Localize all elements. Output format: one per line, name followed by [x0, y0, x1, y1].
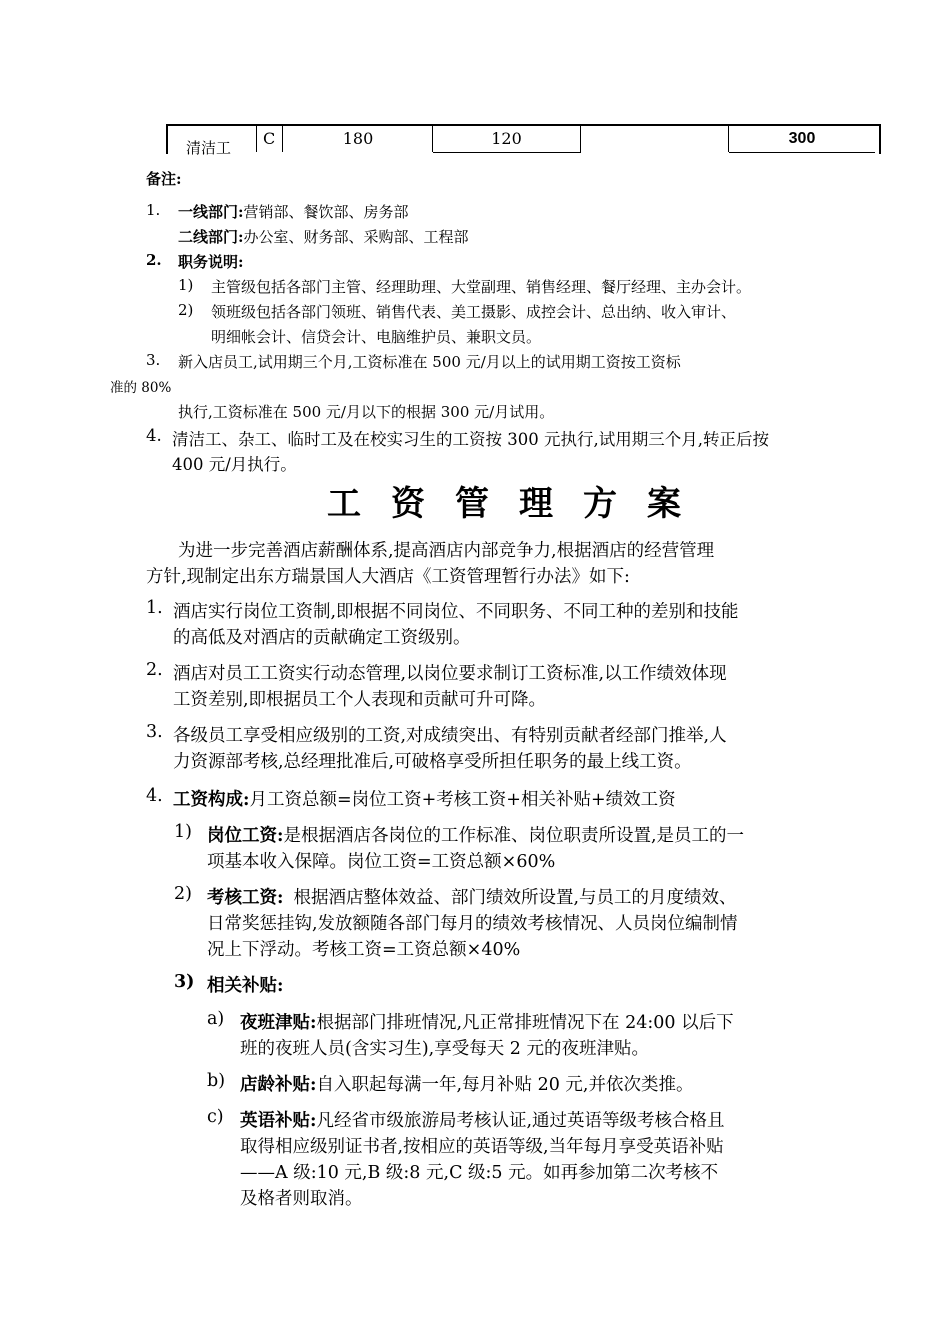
table-cell-total: 300: [729, 126, 875, 153]
item-2-number: 2.: [146, 660, 163, 680]
note-2-2-line2: 明细帐会计、信贷会计、电脑维护员、兼职文员。: [211, 328, 542, 346]
note-2-2-line1: 领班级包括各部门领班、销售代表、美工摄影、成控会计、总出纳、收入审计、: [211, 303, 737, 321]
item-3-line2: 力资源部考核,总经理批准后,可破格享受所担任职务的最上线工资。: [173, 752, 692, 772]
sub-3-label: 相关补贴:: [207, 976, 284, 996]
table-cell-v1: 180: [284, 126, 433, 152]
note-2-number: 2.: [146, 251, 162, 269]
sub-2-line1: 考核工资: 根据酒店整体效益、部门绩效所设置,与员工的月度绩效、: [207, 888, 737, 908]
allowance-c-line2: 取得相应级别证书者,按相应的英语等级,当年每月享受英语补贴: [240, 1137, 724, 1157]
allowance-c-number: c): [207, 1107, 224, 1127]
item-4: 工资构成:月工资总额=岗位工资+考核工资+相关补贴+绩效工资: [173, 790, 676, 810]
item-1-line1: 酒店实行岗位工资制,即根据不同岗位、不同职务、不同工种的差别和技能: [173, 602, 739, 622]
item-3-line1: 各级员工享受相应级别的工资,对成绩突出、有特别贡献者经部门推举,人: [173, 726, 727, 746]
table-cell-v2: 120: [433, 126, 581, 153]
sub-1-line2: 项基本收入保障。岗位工资=工资总额×60%: [207, 852, 556, 872]
sub-3-number: 3): [174, 972, 195, 992]
note-3-line3: 执行,工资标准在 500 元/月以下的根据 300 元/月试用。: [178, 403, 555, 421]
salary-table-row: [166, 124, 881, 157]
allowance-c-line1: 英语补贴:凡经省市级旅游局考核认证,通过英语等级考核合格且: [240, 1111, 725, 1131]
sub-1-line1: 岗位工资:是根据酒店各岗位的工作标准、岗位职责所设置,是员工的一: [207, 826, 745, 846]
item-4-number: 4.: [146, 786, 163, 806]
item-3-number: 3.: [146, 722, 163, 742]
note-2-1: 主管级包括各部门主管、经理助理、大堂副理、销售经理、餐厅经理、主办会计。: [211, 278, 752, 296]
page-title: 工资管理方案: [327, 484, 711, 524]
allowance-c-line4: 及格者则取消。: [240, 1189, 363, 1209]
note-3-line2: 准的 80%: [110, 380, 172, 396]
note-1b: 二线部门:办公室、财务部、采购部、工程部: [178, 228, 469, 246]
note-2-label: 职务说明:: [178, 253, 244, 271]
allowance-a-line1: 夜班津贴:根据部门排班情况,凡正常排班情况下在 24:00 以后下: [240, 1013, 734, 1033]
allowance-b-number: b): [207, 1071, 226, 1091]
item-2-line1: 酒店对员工工资实行动态管理,以岗位要求制订工资标准,以工作绩效体现: [173, 664, 727, 684]
note-3-line1: 新入店员工,试用期三个月,工资标准在 500 元/月以上的试用期工资按工资标: [178, 353, 681, 371]
note-2-2-number: 2): [178, 301, 194, 319]
note-4-line2: 400 元/月执行。: [172, 455, 297, 474]
item-1-line2: 的高低及对酒店的贡献确定工资级别。: [173, 628, 471, 648]
note-1: 一线部门:营销部、餐饮部、房务部: [178, 203, 409, 221]
table-cell-v3: [581, 126, 729, 152]
intro-line1: 为进一步完善酒店薪酬体系,提高酒店内部竞争力,根据酒店的经营管理: [178, 541, 715, 561]
table-cell-grade: C: [257, 126, 283, 152]
table-cell-name: 清洁工: [168, 126, 257, 152]
allowance-a-number: a): [207, 1009, 225, 1029]
intro-line2: 方针,现制定出东方瑞景国人大酒店《工资管理暂行办法》如下:: [146, 567, 630, 587]
note-3-number: 3.: [146, 351, 161, 369]
sub-2-number: 2): [174, 884, 192, 904]
note-4-number: 4.: [146, 426, 162, 445]
note-1-number: 1.: [146, 201, 161, 219]
sub-1-number: 1): [174, 822, 192, 842]
allowance-c-line3: ——A 级:10 元,B 级:8 元,C 级:5 元。如再参加第二次考核不: [240, 1163, 719, 1183]
sub-2-line2: 日常奖惩挂钩,发放额随各部门每月的绩效考核情况、人员岗位编制情: [207, 914, 738, 934]
note-2-1-number: 1): [178, 276, 194, 294]
allowance-a-line2: 班的夜班人员(含实习生),享受每天 2 元的夜班津贴。: [240, 1039, 649, 1059]
item-1-number: 1.: [146, 598, 163, 618]
allowance-b: 店龄补贴:自入职起每满一年,每月补贴 20 元,并依次类推。: [240, 1075, 694, 1095]
sub-2-line3: 况上下浮动。考核工资=工资总额×40%: [207, 940, 521, 960]
note-4-line1: 清洁工、杂工、临时工及在校实习生的工资按 300 元执行,试用期三个月,转正后按: [172, 430, 769, 449]
item-2-line2: 工资差别,即根据员工个人表现和贡献可升可降。: [173, 690, 547, 710]
notes-heading: 备注:: [146, 170, 182, 188]
